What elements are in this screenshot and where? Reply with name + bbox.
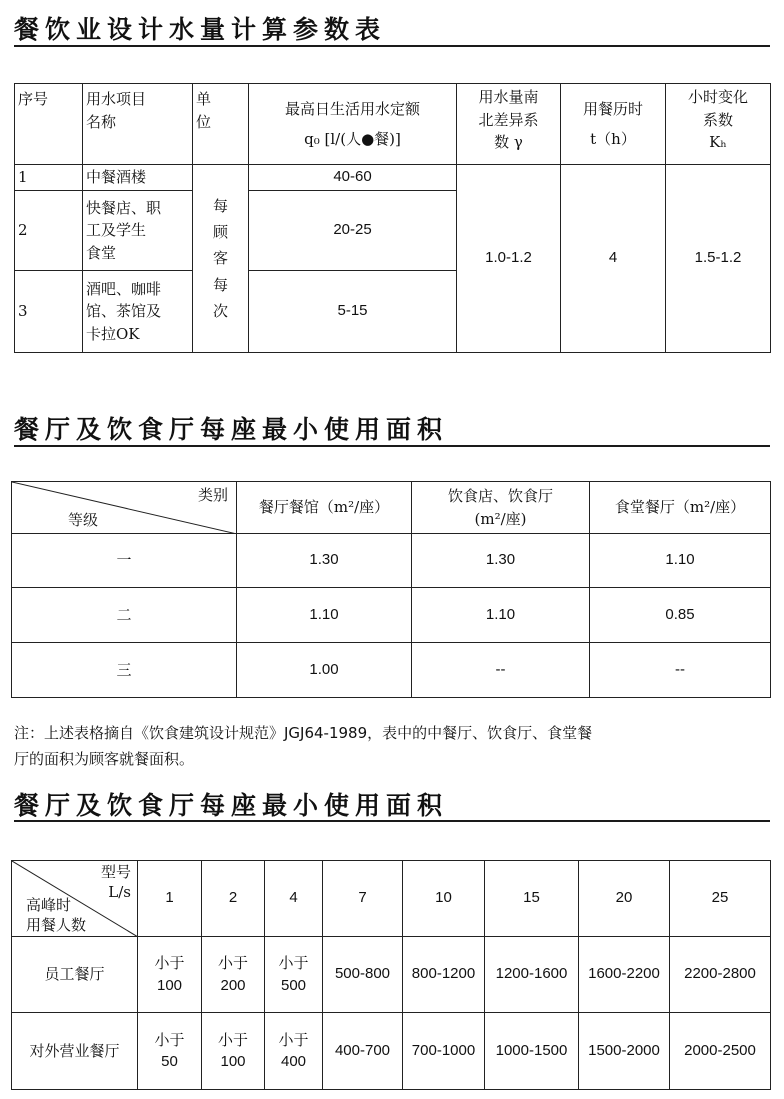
public-model-7: 400-700	[323, 1013, 403, 1090]
time-value: 4	[561, 165, 666, 353]
header-eatery-line2: (m²/座)	[474, 509, 527, 528]
staff-model-10: 800-1200	[403, 937, 485, 1013]
public-model-1-line1: 小于	[154, 1030, 185, 1049]
row2-seq: 2	[15, 191, 83, 271]
staff-model-2-line2: 200	[220, 976, 246, 994]
model-2: 2	[202, 861, 265, 937]
model-10: 10	[403, 861, 485, 937]
section3-title: 餐厅及饮食厅每座最小使用面积	[14, 791, 449, 820]
header-quota-line1: 最高日生活用水定额	[284, 99, 420, 118]
diag-label-peak: 高峰时	[26, 896, 72, 914]
row1-name: 中餐酒楼	[83, 165, 193, 191]
staff-model-4-line1: 小于	[278, 954, 309, 972]
row2-name-line2: 工及学生	[86, 221, 147, 240]
row2-name-line1: 快餐店、职	[86, 198, 162, 217]
source-note	[14, 720, 774, 772]
model-1: 1	[138, 861, 202, 937]
diag-label-unit: L/s	[108, 883, 131, 901]
row2-quota: 20-25	[249, 191, 457, 271]
section1-rule	[14, 45, 770, 47]
grade-1-restaurant: 1.30	[237, 534, 412, 588]
public-model-4-line1: 小于	[278, 1030, 309, 1049]
row3-name-line1: 酒吧、咖啡	[86, 279, 162, 298]
row2-name	[83, 191, 193, 271]
header-gamma	[457, 84, 561, 165]
unit-char-1: 每	[212, 196, 228, 215]
section1-title: 餐饮业设计水量计算参数表	[14, 15, 387, 44]
header-quota-line2: q₀ [l/(人●餐)]	[304, 130, 401, 148]
header-kh-line1: 小时变化	[687, 88, 748, 106]
water-quota-table	[14, 83, 771, 353]
public-model-2	[202, 1013, 265, 1090]
public-model-2-line1: 小于	[217, 1030, 248, 1049]
diagonal-label-category: 类别	[197, 486, 228, 504]
header-gamma-line3: 数 γ	[494, 133, 523, 151]
grade-2-canteen: 0.85	[590, 588, 771, 643]
row1-quota: 40-60	[249, 165, 457, 191]
row3-quota: 5-15	[249, 271, 457, 353]
staff-model-2-line1: 小于	[217, 954, 248, 972]
source-note-line1: 注：上述表格摘自《饮食建筑设计规范》JGJ64-1989，表中的中餐厅、饮食厅、食堂餐	[14, 724, 593, 742]
staff-model-1-line2: 100	[156, 976, 183, 994]
public-model-10: 700-1000	[403, 1013, 485, 1090]
row3-name-line3: 卡拉OK	[86, 324, 140, 343]
staff-model-20: 1600-2200	[579, 937, 670, 1013]
row3-name-line2: 馆、茶馆及	[86, 302, 162, 321]
model-20: 20	[579, 861, 670, 937]
diagonal-header-cell	[12, 482, 237, 534]
header-eatery-line1: 饮食店、饮食厅	[447, 487, 553, 505]
section2-title: 餐厅及饮食厅每座最小使用面积	[14, 415, 449, 444]
model-15: 15	[485, 861, 579, 937]
header-eatery	[412, 482, 590, 534]
header-kh-line2: 系数	[702, 110, 733, 129]
header-item	[83, 84, 193, 165]
header-seq: 序号	[15, 84, 83, 165]
grade-1: 一	[12, 534, 237, 588]
unit-char-4: 每	[212, 275, 228, 294]
header-time	[561, 84, 666, 165]
unit-char-2: 顾	[212, 223, 228, 242]
model-diagonal-header	[12, 861, 138, 937]
header-quota	[249, 84, 457, 165]
header-kh-line3: Kₕ	[709, 133, 727, 151]
header-unit-line2: 位	[196, 112, 212, 131]
public-model-20: 1500-2000	[579, 1013, 670, 1090]
section3-rule	[14, 820, 770, 822]
grade-1-canteen: 1.10	[590, 534, 771, 588]
header-unit-line1: 单	[196, 90, 212, 108]
header-unit	[193, 84, 249, 165]
source-note-line2: 厅的面积为顾客就餐面积。	[14, 750, 195, 768]
grade-2-eatery: 1.10	[412, 588, 590, 643]
public-model-1-line2: 50	[161, 1053, 178, 1070]
grade-1-eatery: 1.30	[412, 534, 590, 588]
staff-model-25: 2200-2800	[670, 937, 771, 1013]
header-time-line1: 用餐历时	[582, 99, 643, 118]
row3-seq: 3	[15, 271, 83, 353]
diag-label-diners: 用餐人数	[26, 916, 87, 934]
public-model-15: 1000-1500	[485, 1013, 579, 1090]
row3-name	[83, 271, 193, 353]
unit-char-5: 次	[212, 301, 228, 320]
staff-model-1-line1: 小于	[154, 954, 185, 972]
diag-label-model: 型号	[100, 863, 131, 881]
public-model-4	[265, 1013, 323, 1090]
header-item-line1: 用水项目	[86, 90, 147, 108]
unit-cell	[193, 165, 249, 353]
grade-2-restaurant: 1.10	[237, 588, 412, 643]
section2-rule	[14, 445, 770, 447]
kh-value: 1.5-1.2	[666, 165, 771, 353]
gamma-value: 1.0-1.2	[457, 165, 561, 353]
header-time-line2: t（h）	[590, 130, 636, 148]
staff-model-4-line2: 500	[280, 976, 307, 994]
diagonal-label-grade: 等级	[68, 510, 99, 529]
seat-area-table	[11, 481, 771, 698]
header-gamma-line1: 用水量南	[478, 88, 539, 106]
public-model-4-line2: 400	[280, 1053, 307, 1070]
staff-model-4	[265, 937, 323, 1013]
grade-3-eatery: --	[412, 643, 590, 698]
staff-canteen-label: 员工餐厅	[12, 937, 138, 1013]
public-model-25: 2000-2500	[670, 1013, 771, 1090]
grade-3: 三	[12, 643, 237, 698]
staff-model-15: 1200-1600	[485, 937, 579, 1013]
grade-3-canteen: --	[590, 643, 771, 698]
row2-name-line3: 食堂	[86, 243, 117, 262]
header-gamma-line2: 北差异系	[478, 110, 539, 129]
model-4: 4	[265, 861, 323, 937]
public-restaurant-label: 对外营业餐厅	[12, 1013, 138, 1090]
grade-2: 二	[12, 588, 237, 643]
model-25: 25	[670, 861, 771, 937]
public-model-2-line2: 100	[220, 1053, 246, 1070]
staff-model-7: 500-800	[323, 937, 403, 1013]
peak-diners-table	[11, 860, 771, 1090]
staff-model-2	[202, 937, 265, 1013]
row1-seq: 1	[15, 165, 83, 191]
header-item-line2: 名称	[86, 112, 117, 131]
model-7: 7	[323, 861, 403, 937]
header-restaurant: 餐厅餐馆（m²/座）	[237, 482, 412, 534]
header-canteen: 食堂餐厅（m²/座）	[590, 482, 771, 534]
public-model-1	[138, 1013, 202, 1090]
staff-model-1	[138, 937, 202, 1013]
grade-3-restaurant: 1.00	[237, 643, 412, 698]
unit-char-3: 客	[212, 249, 228, 268]
header-kh	[666, 84, 771, 165]
